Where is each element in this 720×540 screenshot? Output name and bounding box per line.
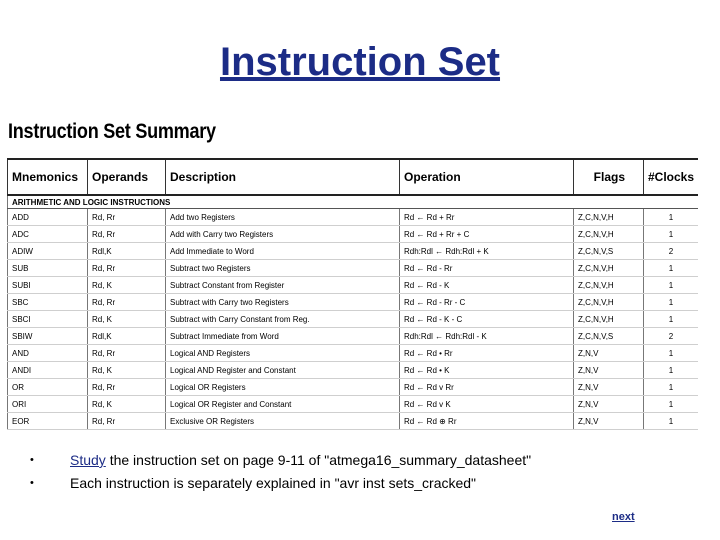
next-link[interactable]: next xyxy=(612,511,635,523)
flags-cell: Z,N,V xyxy=(574,362,644,379)
description-cell: Logical AND Register and Constant xyxy=(166,362,400,379)
operands-cell: Rdl,K xyxy=(88,328,166,345)
description-cell: Subtract two Registers xyxy=(166,260,400,277)
summary-heading: Instruction Set Summary xyxy=(8,120,216,143)
flags-cell: Z,C,N,V,H xyxy=(574,226,644,243)
operation-cell: Rd ← Rd v K xyxy=(400,396,574,413)
description-cell: Subtract Constant from Register xyxy=(166,277,400,294)
operation-cell: Rd ← Rd • Rr xyxy=(400,345,574,362)
clocks-cell: 1 xyxy=(644,379,699,396)
mnemonic-cell: SBC xyxy=(8,294,88,311)
clocks-cell: 1 xyxy=(644,209,699,226)
description-cell: Logical AND Registers xyxy=(166,345,400,362)
flags-cell: Z,N,V xyxy=(574,379,644,396)
clocks-cell: 1 xyxy=(644,226,699,243)
flags-cell: Z,C,N,V,H xyxy=(574,277,644,294)
clocks-cell: 2 xyxy=(644,243,699,260)
mnemonic-cell: ADC xyxy=(8,226,88,243)
flags-cell: Z,C,N,V,H xyxy=(574,209,644,226)
clocks-cell: 1 xyxy=(644,311,699,328)
table-row xyxy=(8,260,699,277)
bullet-text: Each instruction is separately explained in "avr inst sets_cracked" xyxy=(70,475,477,491)
flags-cell: Z,C,N,V,S xyxy=(574,328,644,345)
table-row xyxy=(8,311,699,328)
description-cell: Subtract Immediate from Word xyxy=(166,328,400,345)
mnemonic-cell: ADIW xyxy=(8,243,88,260)
operation-cell: Rd ← Rd ⊕ Rr xyxy=(400,413,574,430)
table-row xyxy=(8,209,699,226)
operands-cell: Rd, Rr xyxy=(88,294,166,311)
column-header-operation: Operation xyxy=(400,159,574,195)
table-row xyxy=(8,362,699,379)
table-row xyxy=(8,243,699,260)
table-row xyxy=(8,328,699,345)
flags-cell: Z,C,N,V,H xyxy=(574,260,644,277)
instruction-table xyxy=(7,158,698,430)
clocks-cell: 1 xyxy=(644,396,699,413)
operands-cell: Rd, Rr xyxy=(88,209,166,226)
clocks-cell: 1 xyxy=(644,294,699,311)
operation-cell: Rdh:Rdl ← Rdh:Rdl + K xyxy=(400,243,574,260)
mnemonic-cell: OR xyxy=(8,379,88,396)
mnemonic-cell: SBCI xyxy=(8,311,88,328)
operation-cell: Rd ← Rd + Rr + C xyxy=(400,226,574,243)
instruction-table-image xyxy=(7,158,698,432)
mnemonic-cell: ADD xyxy=(8,209,88,226)
operation-cell: Rd ← Rd - Rr xyxy=(400,260,574,277)
operands-cell: Rd, K xyxy=(88,311,166,328)
flags-cell: Z,C,N,V,H xyxy=(574,294,644,311)
operation-cell: Rd ← Rd - K xyxy=(400,277,574,294)
operands-cell: Rd, Rr xyxy=(88,226,166,243)
operation-cell: Rd ← Rd • K xyxy=(400,362,574,379)
column-header-flags: Flags xyxy=(574,159,644,195)
mnemonic-cell: SUB xyxy=(8,260,88,277)
operands-cell: Rd, K xyxy=(88,396,166,413)
clocks-cell: 1 xyxy=(644,345,699,362)
flags-cell: Z,C,N,V,S xyxy=(574,243,644,260)
operation-cell: Rd ← Rd + Rr xyxy=(400,209,574,226)
clocks-cell: 1 xyxy=(644,277,699,294)
section-label: ARITHMETIC AND LOGIC INSTRUCTIONS xyxy=(8,195,699,209)
description-cell: Logical OR Registers xyxy=(166,379,400,396)
bullet-dot-icon: • xyxy=(30,477,34,489)
operands-cell: Rd, K xyxy=(88,277,166,294)
table-row xyxy=(8,277,699,294)
flags-cell: Z,N,V xyxy=(574,413,644,430)
table-row xyxy=(8,226,699,243)
table-header-row xyxy=(8,159,699,195)
operation-cell: Rd ← Rd - K - C xyxy=(400,311,574,328)
mnemonic-cell: ORI xyxy=(8,396,88,413)
column-header-mnemonics: Mnemonics xyxy=(8,159,88,195)
operands-cell: Rd, Rr xyxy=(88,345,166,362)
mnemonic-cell: SBIW xyxy=(8,328,88,345)
description-cell: Subtract with Carry two Registers xyxy=(166,294,400,311)
flags-cell: Z,N,V xyxy=(574,396,644,413)
description-cell: Exclusive OR Registers xyxy=(166,413,400,430)
description-cell: Add with Carry two Registers xyxy=(166,226,400,243)
clocks-cell: 1 xyxy=(644,413,699,430)
operands-cell: Rd, Rr xyxy=(88,413,166,430)
description-cell: Add Immediate to Word xyxy=(166,243,400,260)
description-cell: Add two Registers xyxy=(166,209,400,226)
operands-cell: Rdl,K xyxy=(88,243,166,260)
operation-cell: Rd ← Rd v Rr xyxy=(400,379,574,396)
mnemonic-cell: EOR xyxy=(8,413,88,430)
bullet-list xyxy=(30,452,531,498)
mnemonic-cell: AND xyxy=(8,345,88,362)
operands-cell: Rd, K xyxy=(88,362,166,379)
mnemonic-cell: SUBI xyxy=(8,277,88,294)
column-header-description: Description xyxy=(166,159,400,195)
bullet-dot-icon: • xyxy=(30,454,34,466)
bullet-item xyxy=(30,452,531,475)
clocks-cell: 1 xyxy=(644,260,699,277)
table-row xyxy=(8,379,699,396)
operation-cell: Rdh:Rdl ← Rdh:Rdl - K xyxy=(400,328,574,345)
description-cell: Subtract with Carry Constant from Reg. xyxy=(166,311,400,328)
slide-title: Instruction Set xyxy=(219,40,501,84)
flags-cell: Z,C,N,V,H xyxy=(574,311,644,328)
operands-cell: Rd, Rr xyxy=(88,379,166,396)
bullet-item xyxy=(30,475,531,498)
operands-cell: Rd, Rr xyxy=(88,260,166,277)
mnemonic-cell: ANDI xyxy=(8,362,88,379)
operation-cell: Rd ← Rd - Rr - C xyxy=(400,294,574,311)
column-header-clocks: #Clocks xyxy=(644,159,699,195)
clocks-cell: 1 xyxy=(644,362,699,379)
table-row xyxy=(8,345,699,362)
column-header-operands: Operands xyxy=(88,159,166,195)
bullet-text xyxy=(70,452,531,468)
study-link[interactable]: Study xyxy=(70,452,106,468)
section-row xyxy=(8,195,699,209)
clocks-cell: 2 xyxy=(644,328,699,345)
table-row xyxy=(8,413,699,430)
table-row xyxy=(8,294,699,311)
flags-cell: Z,N,V xyxy=(574,345,644,362)
bullet-text-rest: the instruction set on page 9-11 of "atmega16_summary_datasheet" xyxy=(105,452,532,468)
table-row xyxy=(8,396,699,413)
description-cell: Logical OR Register and Constant xyxy=(166,396,400,413)
